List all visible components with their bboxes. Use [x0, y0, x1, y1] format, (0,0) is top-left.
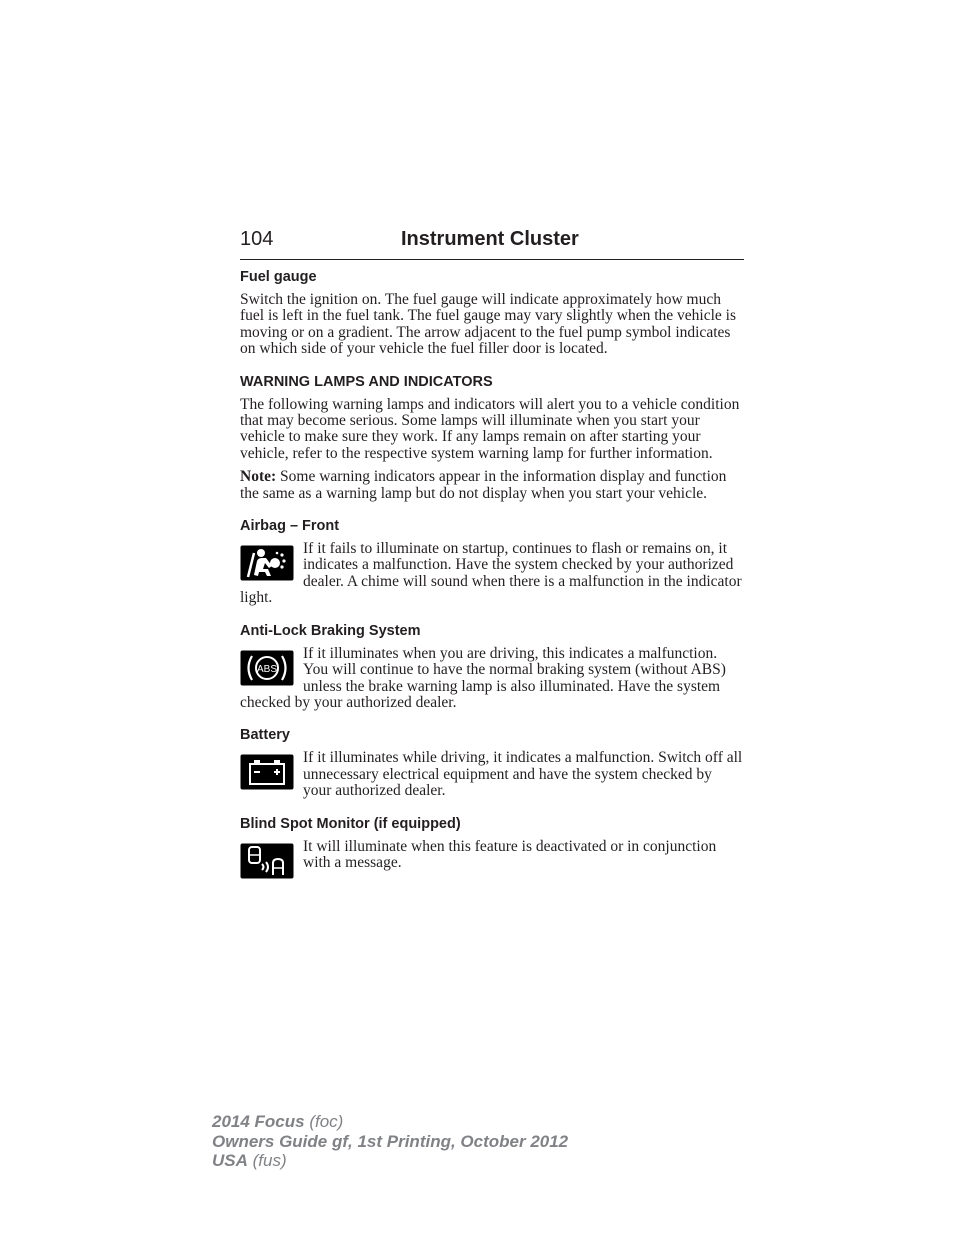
abs-icon-label: ABS [256, 663, 278, 675]
blind-spot-heading: Blind Spot Monitor (if equipped) [240, 815, 461, 832]
note-label: Note: [240, 468, 277, 486]
footer-line-3: USA (fus) [212, 1151, 287, 1170]
note-text: Some warning indicators appear in the information display and function the same as a warning lamp but do not display when you start your vehicle. [240, 468, 727, 502]
battery-text: If it illuminates while driving, it indicates a malfunction. Switch off all unnecessary electrical equipment and have the system checked by your authorized dealer. [303, 749, 743, 800]
page-number: 104 [240, 228, 274, 250]
battery-heading: Battery [240, 727, 290, 744]
warning-note [240, 469, 744, 502]
fuel-gauge-heading: Fuel gauge [240, 269, 317, 285]
blind-spot-icon [240, 843, 294, 879]
warning-lamps-text: The following warning lamps and indicators will alert you to a vehicle condition that may become serious. Some lamps will illuminate when you start your vehicle to make sure they work. If any lamps remain on after starting your vehicle, refer to the respective system warning lamp for further information. [240, 395, 740, 462]
fuel-gauge-text: Switch the ignition on. The fuel gauge will indicate approximately how much fuel is left in the fuel tank. The fuel gauge may vary slightly when the vehicle is moving or on a gradient. The arrow adjacent to the fuel pump symbol indicates on which side of your vehicle the fuel filler door is located. [240, 291, 736, 358]
page-header [240, 228, 744, 260]
page-footer [212, 1112, 568, 1171]
blind-spot-text: It will illuminate when this feature is deactivated or in conjunction with a message. [303, 837, 717, 871]
airbag-text: If it fails to illuminate on startup, continues to flash or remains on, it indicates a malfunction. Have the system checked by your authorized dealer. A chime will sound when there is a malfunction in the indicator light. [240, 540, 742, 607]
airbag-icon [240, 545, 294, 581]
battery-icon [240, 754, 294, 790]
footer-line-2: Owners Guide gf, 1st Printing, October 2012 [212, 1131, 569, 1151]
abs-heading: Anti-Lock Braking System [240, 622, 421, 639]
airbag-heading: Airbag – Front [240, 518, 340, 535]
section-title: Instrument Cluster [401, 228, 579, 250]
abs-text: If it illuminates when you are driving, this indicates a malfunction. You will continue to have the normal braking system (without ABS) unless the brake warning lamp is also illuminated. Have the system checked by your authorized dealer. [240, 644, 726, 711]
warning-lamps-heading: WARNING LAMPS AND INDICATORS [240, 373, 493, 390]
footer-line-1: 2014 Focus (foc) [212, 1112, 344, 1131]
abs-icon [240, 650, 294, 686]
page-content [240, 268, 744, 881]
